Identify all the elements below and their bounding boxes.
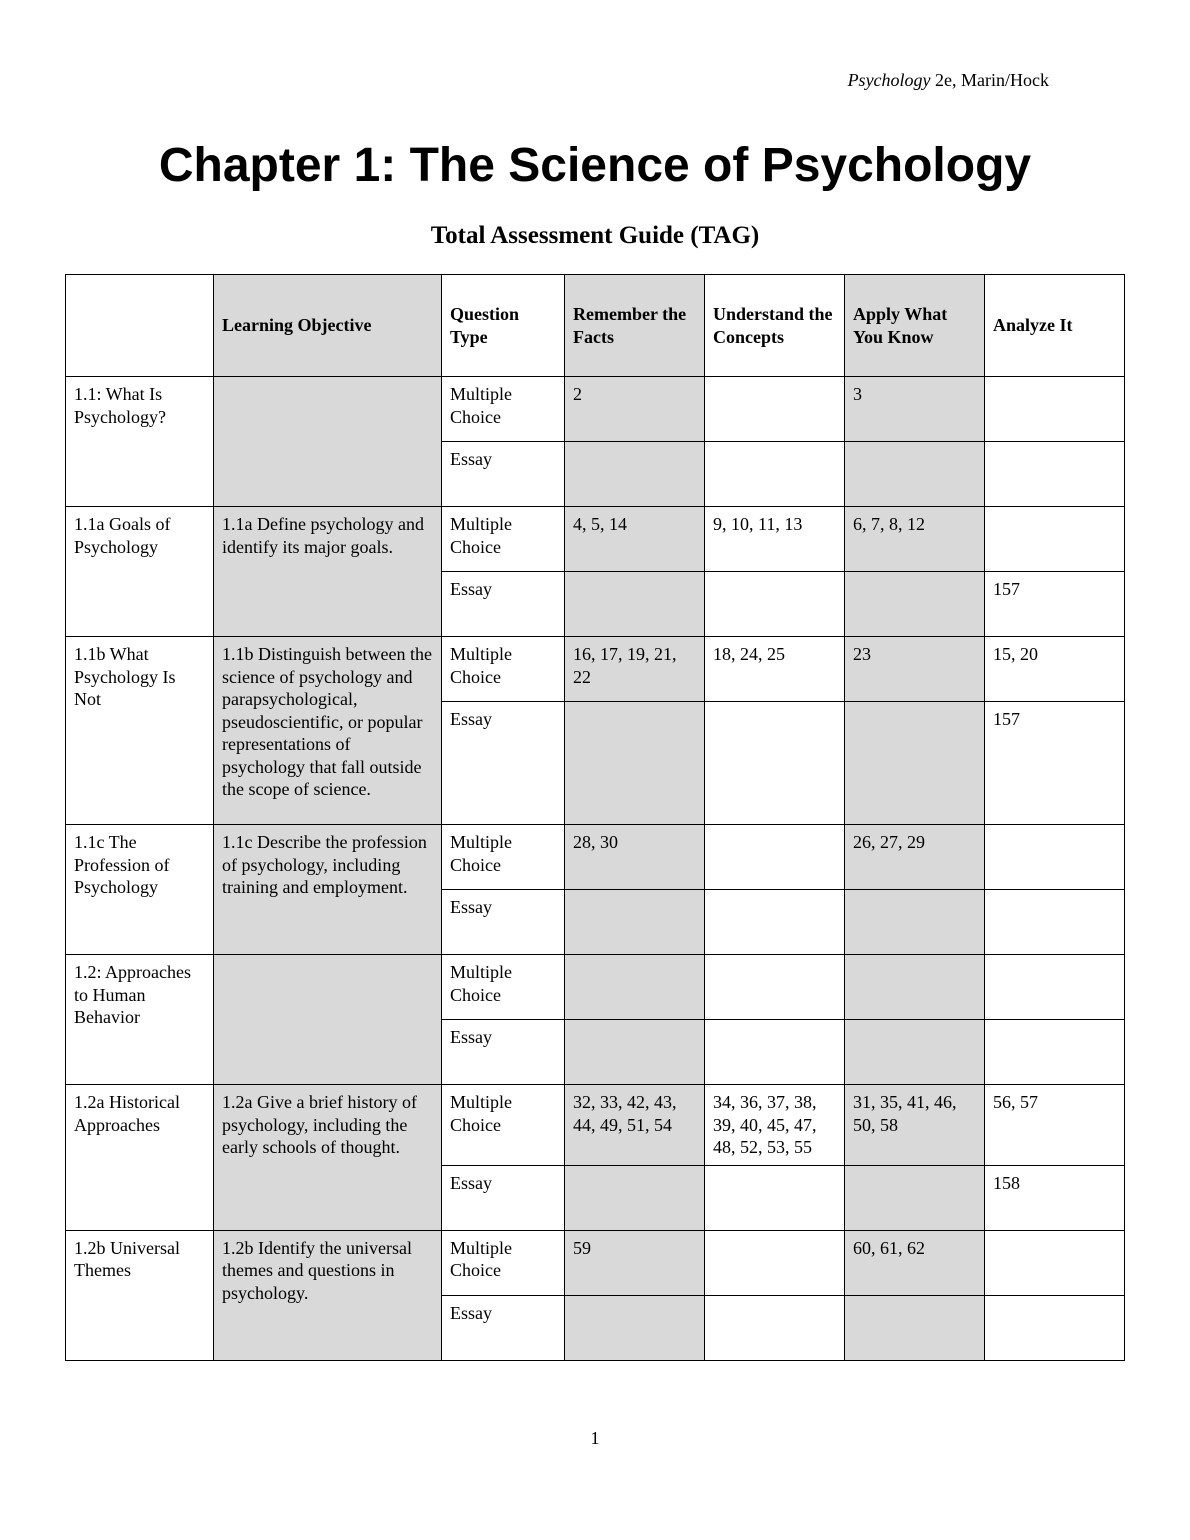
analyze-cell (985, 1230, 1125, 1295)
objective-cell: 1.1b Distinguish between the science of psychology and parapsychological, pseudoscientific, or popular representations of psychology that fall outside the scope of science. (214, 637, 442, 825)
apply-cell (845, 1295, 985, 1360)
header-cell-section (66, 275, 214, 377)
chapter-title: Chapter 1: The Science of Psychology (158, 139, 1032, 192)
remember-cell (565, 1165, 705, 1230)
understand-cell: 34, 36, 37, 38, 39, 40, 45, 47, 48, 52, 53, 55 (705, 1085, 845, 1166)
understand-cell (705, 572, 845, 637)
table-row (66, 955, 1125, 1020)
question-type-cell: Multiple Choice (442, 637, 565, 702)
analyze-cell: 15, 20 (985, 637, 1125, 702)
remember-cell (565, 890, 705, 955)
question-type-cell: Multiple Choice (442, 1085, 565, 1166)
analyze-cell: 157 (985, 702, 1125, 825)
remember-cell: 59 (565, 1230, 705, 1295)
understand-cell (705, 955, 845, 1020)
objective-cell (214, 377, 442, 507)
question-type-cell: Multiple Choice (442, 955, 565, 1020)
header-cell-apply: Apply What You Know (845, 275, 985, 377)
apply-cell (845, 442, 985, 507)
analyze-cell (985, 890, 1125, 955)
apply-cell (845, 1165, 985, 1230)
understand-cell (705, 1020, 845, 1085)
table-row (66, 1085, 1125, 1166)
analyze-cell (985, 377, 1125, 442)
analyze-cell (985, 1295, 1125, 1360)
question-type-cell: Essay (442, 890, 565, 955)
objective-cell: 1.2a Give a brief history of psychology, including the early schools of thought. (214, 1085, 442, 1231)
section-cell: 1.1b What Psychology Is Not (66, 637, 214, 825)
section-cell: 1.1c The Profession of Psychology (66, 825, 214, 955)
understand-cell (705, 1165, 845, 1230)
analyze-cell (985, 507, 1125, 572)
question-type-cell: Essay (442, 1165, 565, 1230)
objective-cell (214, 955, 442, 1085)
table-row (66, 637, 1125, 702)
header-row (66, 275, 1125, 377)
remember-cell: 2 (565, 377, 705, 442)
apply-cell: 3 (845, 377, 985, 442)
edition-authors: 2e, Marin/Hock (930, 70, 1049, 90)
understand-cell (705, 1295, 845, 1360)
objective-cell: 1.1c Describe the profession of psychology, including training and employment. (214, 825, 442, 955)
table-row (66, 507, 1125, 572)
understand-cell (705, 1230, 845, 1295)
page-number: 1 (590, 1428, 600, 1448)
apply-cell: 6, 7, 8, 12 (845, 507, 985, 572)
section-cell: 1.1a Goals of Psychology (66, 507, 214, 637)
analyze-cell (985, 442, 1125, 507)
running-head (848, 70, 1049, 91)
apply-cell (845, 890, 985, 955)
question-type-cell: Multiple Choice (442, 1230, 565, 1295)
apply-cell: 60, 61, 62 (845, 1230, 985, 1295)
analyze-cell: 157 (985, 572, 1125, 637)
apply-cell: 23 (845, 637, 985, 702)
objective-cell: 1.1a Define psychology and identify its major goals. (214, 507, 442, 637)
guide-subtitle: Total Assessment Guide (TAG) (430, 222, 760, 249)
understand-cell: 9, 10, 11, 13 (705, 507, 845, 572)
question-type-cell: Multiple Choice (442, 507, 565, 572)
remember-cell: 32, 33, 42, 43, 44, 49, 51, 54 (565, 1085, 705, 1166)
header-cell-question-type: Question Type (442, 275, 565, 377)
section-cell: 1.2b Universal Themes (66, 1230, 214, 1360)
book-title: Psychology (847, 70, 931, 90)
apply-cell: 31, 35, 41, 46, 50, 58 (845, 1085, 985, 1166)
understand-cell (705, 825, 845, 890)
section-cell: 1.2a Historical Approaches (66, 1085, 214, 1231)
apply-cell (845, 1020, 985, 1085)
remember-cell: 4, 5, 14 (565, 507, 705, 572)
analyze-cell: 56, 57 (985, 1085, 1125, 1166)
understand-cell (705, 442, 845, 507)
objective-cell: 1.2b Identify the universal themes and questions in psychology. (214, 1230, 442, 1360)
header-cell-remember: Remember the Facts (565, 275, 705, 377)
remember-cell (565, 955, 705, 1020)
question-type-cell: Essay (442, 1020, 565, 1085)
analyze-cell (985, 825, 1125, 890)
assessment-table (65, 274, 1125, 1361)
remember-cell (565, 442, 705, 507)
apply-cell (845, 702, 985, 825)
remember-cell: 16, 17, 19, 21, 22 (565, 637, 705, 702)
question-type-cell: Essay (442, 442, 565, 507)
understand-cell (705, 377, 845, 442)
question-type-cell: Essay (442, 1295, 565, 1360)
analyze-cell (985, 1020, 1125, 1085)
apply-cell (845, 955, 985, 1020)
header-cell-understand: Understand the Concepts (705, 275, 845, 377)
question-type-cell: Multiple Choice (442, 377, 565, 442)
remember-cell (565, 572, 705, 637)
question-type-cell: Essay (442, 702, 565, 825)
remember-cell (565, 702, 705, 825)
table-row (66, 825, 1125, 890)
remember-cell: 28, 30 (565, 825, 705, 890)
section-cell: 1.2: Approaches to Human Behavior (66, 955, 214, 1085)
apply-cell (845, 572, 985, 637)
section-cell: 1.1: What Is Psychology? (66, 377, 214, 507)
analyze-cell: 158 (985, 1165, 1125, 1230)
table-row (66, 1230, 1125, 1295)
understand-cell (705, 890, 845, 955)
remember-cell (565, 1295, 705, 1360)
remember-cell (565, 1020, 705, 1085)
question-type-cell: Essay (442, 572, 565, 637)
table-row (66, 377, 1125, 442)
understand-cell (705, 702, 845, 825)
understand-cell: 18, 24, 25 (705, 637, 845, 702)
header-cell-objective: Learning Objective (214, 275, 442, 377)
analyze-cell (985, 955, 1125, 1020)
question-type-cell: Multiple Choice (442, 825, 565, 890)
apply-cell: 26, 27, 29 (845, 825, 985, 890)
header-cell-analyze: Analyze It (985, 275, 1125, 377)
